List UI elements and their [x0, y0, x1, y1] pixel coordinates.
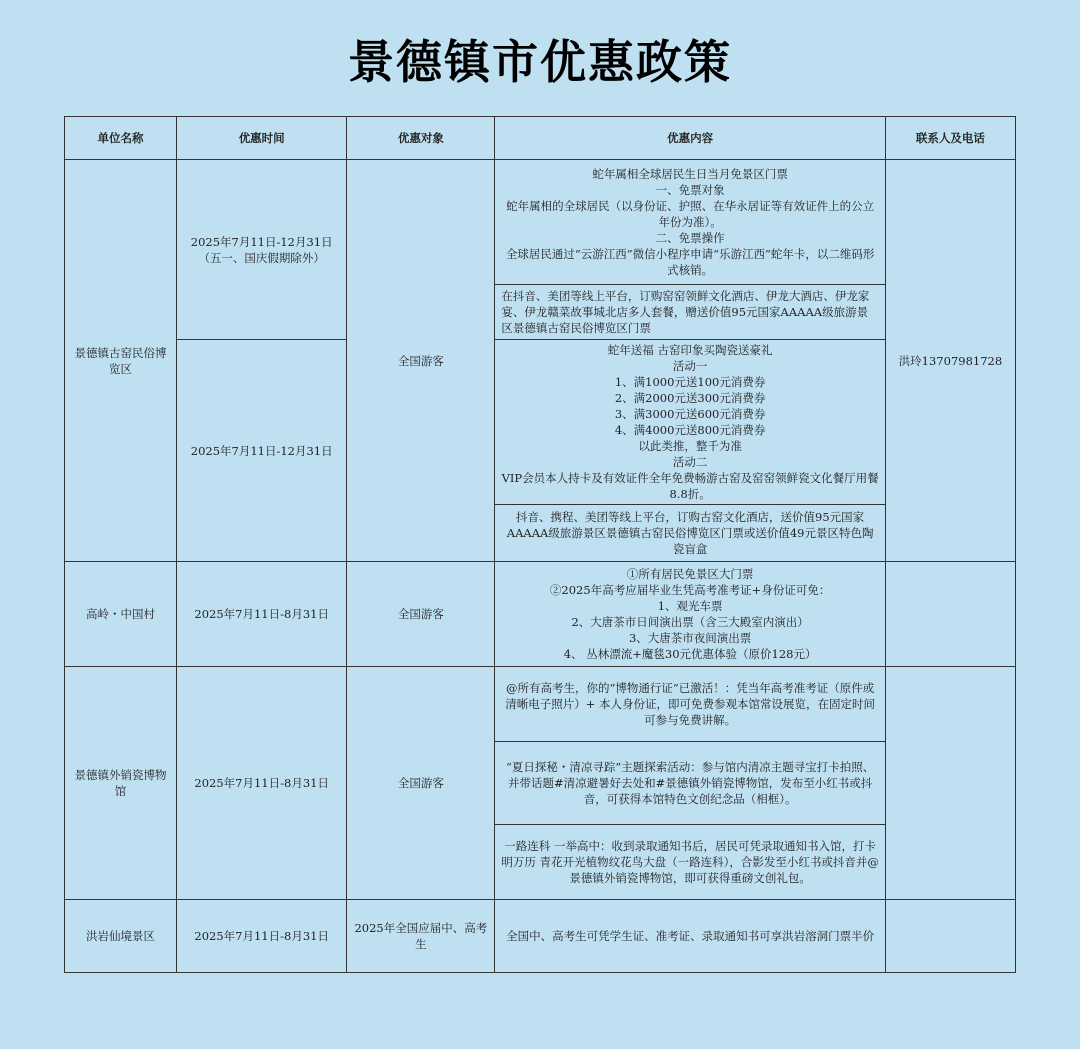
content-cell: “夏日探秘・清凉寻踪”主题探索活动：参与馆内清凉主题寻宝打卡拍照、并带话题#清凉避暑好去处和#景德镇外销瓷博物馆，发布至小红书或抖音，可获得本馆特色文创纪念品（相框）。 [495, 742, 885, 825]
unit-cell: 洪岩仙境景区 [65, 900, 177, 973]
content-cell: 在抖音、美团等线上平台，订购窑窑领鲜文化酒店、伊龙大酒店、伊龙家宴、伊龙赣菜故事城北店多人套餐，赠送价值95元国家AAAAA级旅游景区景德镇古窑民俗博览区门票 [495, 285, 885, 340]
content-cell: 蛇年送福 古窑印象买陶瓷送豪礼 活动一 1、满1000元送100元消费券 2、满2000元送300元消费券 3、满3000元送600元消费券 4、满4000元送800元消费券 以此类推，整千为准 活动二 VIP会员本人持卡及有效证件全年免费畅游古窑及窑窑领鲜瓷文化餐厅用餐8.8折。 [495, 340, 885, 505]
target-cell: 全国游客 [347, 160, 495, 562]
target-cell: 全国游客 [347, 667, 495, 900]
table-row [65, 340, 1016, 505]
header-content: 优惠内容 [495, 117, 885, 160]
header-time: 优惠时间 [177, 117, 347, 160]
table-header-row [65, 117, 1016, 160]
table-row [65, 900, 1016, 973]
content-cell: 一路连科 一举高中：收到录取通知书后，居民可凭录取通知书入馆，打卡明万历 青花开光植物纹花鸟大盘（一路连科），合影发至小红书或抖音并@景德镇外销瓷博物馆，即可获得重磅文创礼包。 [495, 825, 885, 900]
content-cell: 蛇年属相全球居民生日当月免景区门票 一、免票对象 蛇年属相的全球居民（以身份证、护照、在华永居证等有效证件上的公立年份为准）。 二、免票操作 全球居民通过“云游江西”微信小程序申请“乐游江西”蛇年卡，以二维码形式核销。 [495, 160, 885, 285]
policy-table [64, 116, 1016, 973]
contact-cell [885, 562, 1015, 667]
time-cell: 2025年7月11日-8月31日 [177, 562, 347, 667]
table-row [65, 160, 1016, 285]
table-row [65, 667, 1016, 742]
time-cell: 2025年7月11日-8月31日 [177, 667, 347, 900]
header-contact: 联系人及电话 [885, 117, 1015, 160]
content-cell: 抖音、携程、美团等线上平台，订购古窑文化酒店，送价值95元国家AAAAA级旅游景区景德镇古窑民俗博览区门票或送价值49元景区特色陶瓷盲盒 [495, 505, 885, 562]
time-cell: 2025年7月11日-8月31日 [177, 900, 347, 973]
contact-cell: 洪玲13707981728 [885, 160, 1015, 562]
header-target: 优惠对象 [347, 117, 495, 160]
contact-cell [885, 667, 1015, 900]
time-cell: 2025年7月11日-12月31日 [177, 340, 347, 562]
unit-cell: 景德镇古窑民俗博览区 [65, 160, 177, 562]
unit-cell: 景德镇外销瓷博物馆 [65, 667, 177, 900]
target-cell: 2025年全国应届中、高考生 [347, 900, 495, 973]
contact-cell [885, 900, 1015, 973]
target-cell: 全国游客 [347, 562, 495, 667]
content-cell: @所有高考生，你的“博物通行证”已激活！：凭当年高考准考证（原件或清晰电子照片）+ 本人身份证，即可免费参观本馆常设展览，在固定时间可参与免费讲解。 [495, 667, 885, 742]
header-unit: 单位名称 [65, 117, 177, 160]
content-cell: ①所有居民免景区大门票 ②2025年高考应届毕业生凭高考准考证+身份证可免： 1、观光车票 2、大唐茶市日间演出票（含三大殿室内演出） 3、大唐茶市夜间演出票 4、 丛林漂流+魔毯30元优惠体验（原价128元） [495, 562, 885, 667]
page-title: 景德镇市优惠政策 [348, 35, 732, 89]
table-row [65, 562, 1016, 667]
unit-cell: 高岭・中国村 [65, 562, 177, 667]
content-cell: 全国中、高考生可凭学生证、准考证、录取通知书可享洪岩溶洞门票半价 [495, 900, 885, 973]
time-cell: 2025年7月11日-12月31日 （五一、国庆假期除外） [177, 160, 347, 340]
